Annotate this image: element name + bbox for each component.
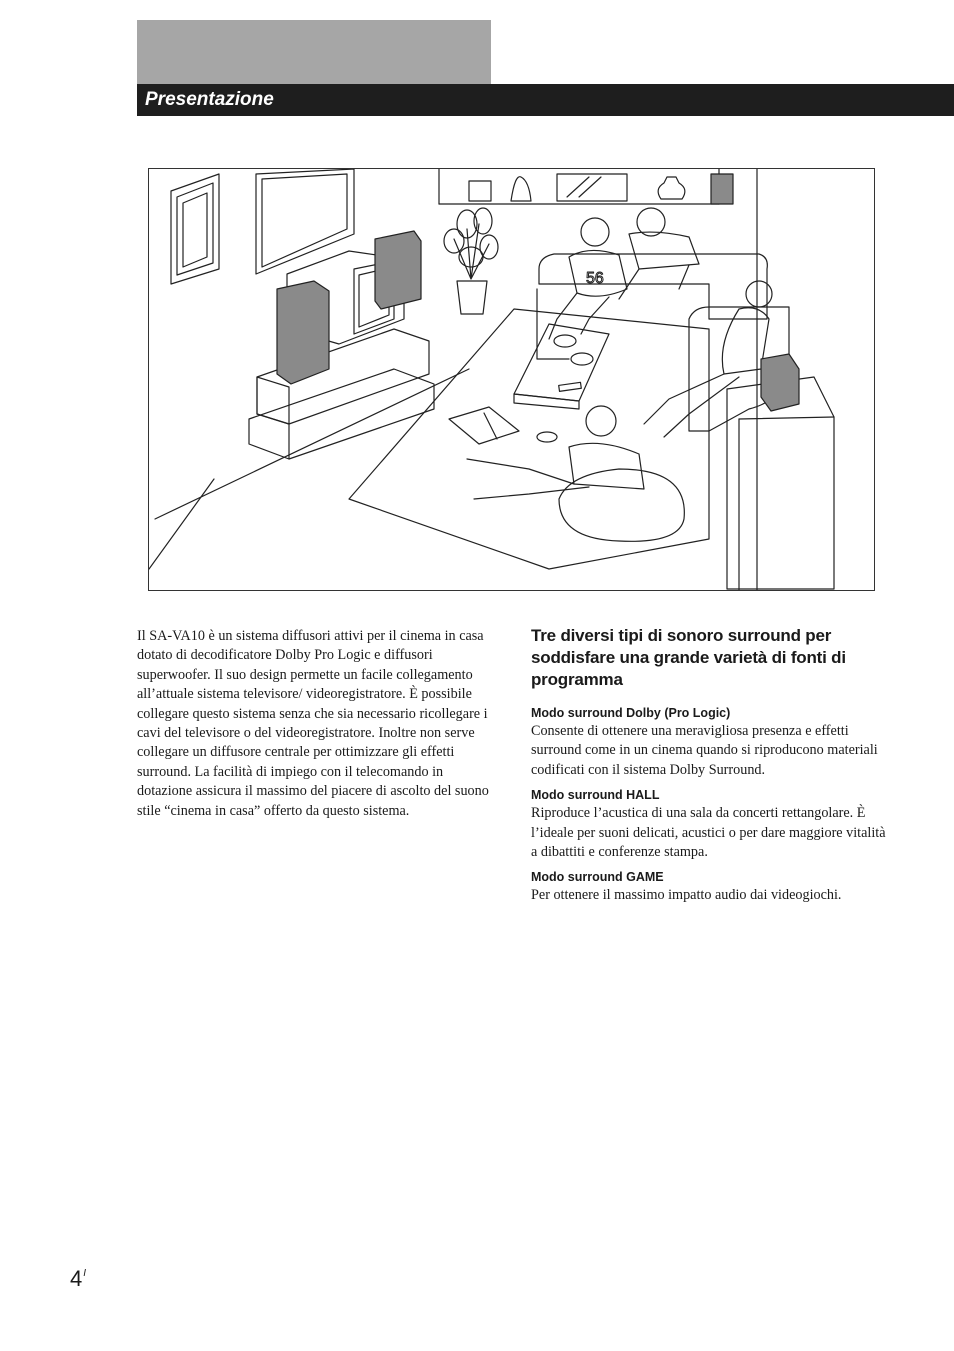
intro-paragraph: Il SA-VA10 è un sistema diffusori attivi per il cinema in casa dotato di decodificatore Dolby Pro Logic e diffusori superwoofer. Il suo design permette un facile collegamento all’attuale sistema televisore/ videoregistratore. È possibile collegare questo sistema senza che sia necessario ricollegare i cavi del televisore o del videoregistratore. Inoltre non serve collegare un diffusore centrale per ottimizzare gli effetti surround. La facilità di impiego con il telecomando in dotazione assicura il massimo del piacere di ascolto del suono stile “cinema in casa” offerto da questo sistema. <box>137 628 489 819</box>
mode-title: Modo surround HALL <box>531 788 660 803</box>
page-language-suffix: I <box>83 1268 87 1279</box>
mode-text: Consente di ottenere una meravigliosa presenza e effetti surround come in un cinema quando si riproducono materiali codificati con il sistema Dolby Surround. <box>531 723 878 778</box>
mode-text: Per ottenere il massimo impatto audio dai videogiochi. <box>531 887 842 904</box>
person-jersey <box>549 218 627 339</box>
person-armchair <box>644 281 772 437</box>
page-number <box>70 1266 86 1292</box>
mode-dolby <box>531 705 891 780</box>
surround-speaker-icon <box>761 354 799 411</box>
person-beanbag <box>467 406 684 541</box>
mode-title: Modo surround GAME <box>531 870 664 885</box>
jersey-number: 56 <box>586 270 604 287</box>
coffee-table <box>514 324 609 409</box>
front-speakers <box>277 231 421 384</box>
living-room-illustration <box>148 168 875 591</box>
wall-picture <box>171 174 219 284</box>
surround-heading: Tre diversi tipi di sonoro surround per soddisfare una grande varietà di fonti di programma <box>531 626 846 689</box>
mode-text: Riproduce l’acustica di una sala da concerti rettangolare. È l’ideale per suoni delicati, acustici o per dare maggiore vitalità a dibattiti e conferenze stampa. <box>531 805 886 861</box>
surround-column <box>531 625 891 913</box>
mode-title: Modo surround Dolby (Pro Logic) <box>531 706 731 720</box>
back-speaker-icon <box>711 174 733 204</box>
page-number-value: 4 <box>70 1266 83 1291</box>
header-gray-block <box>137 20 491 84</box>
mode-hall <box>531 787 891 862</box>
intro-column <box>137 627 497 821</box>
section-title-bar <box>137 84 954 116</box>
mode-game <box>531 869 891 905</box>
surround-speaker-stand <box>727 354 834 590</box>
plant <box>444 208 498 314</box>
section-title: Presentazione <box>145 89 274 110</box>
